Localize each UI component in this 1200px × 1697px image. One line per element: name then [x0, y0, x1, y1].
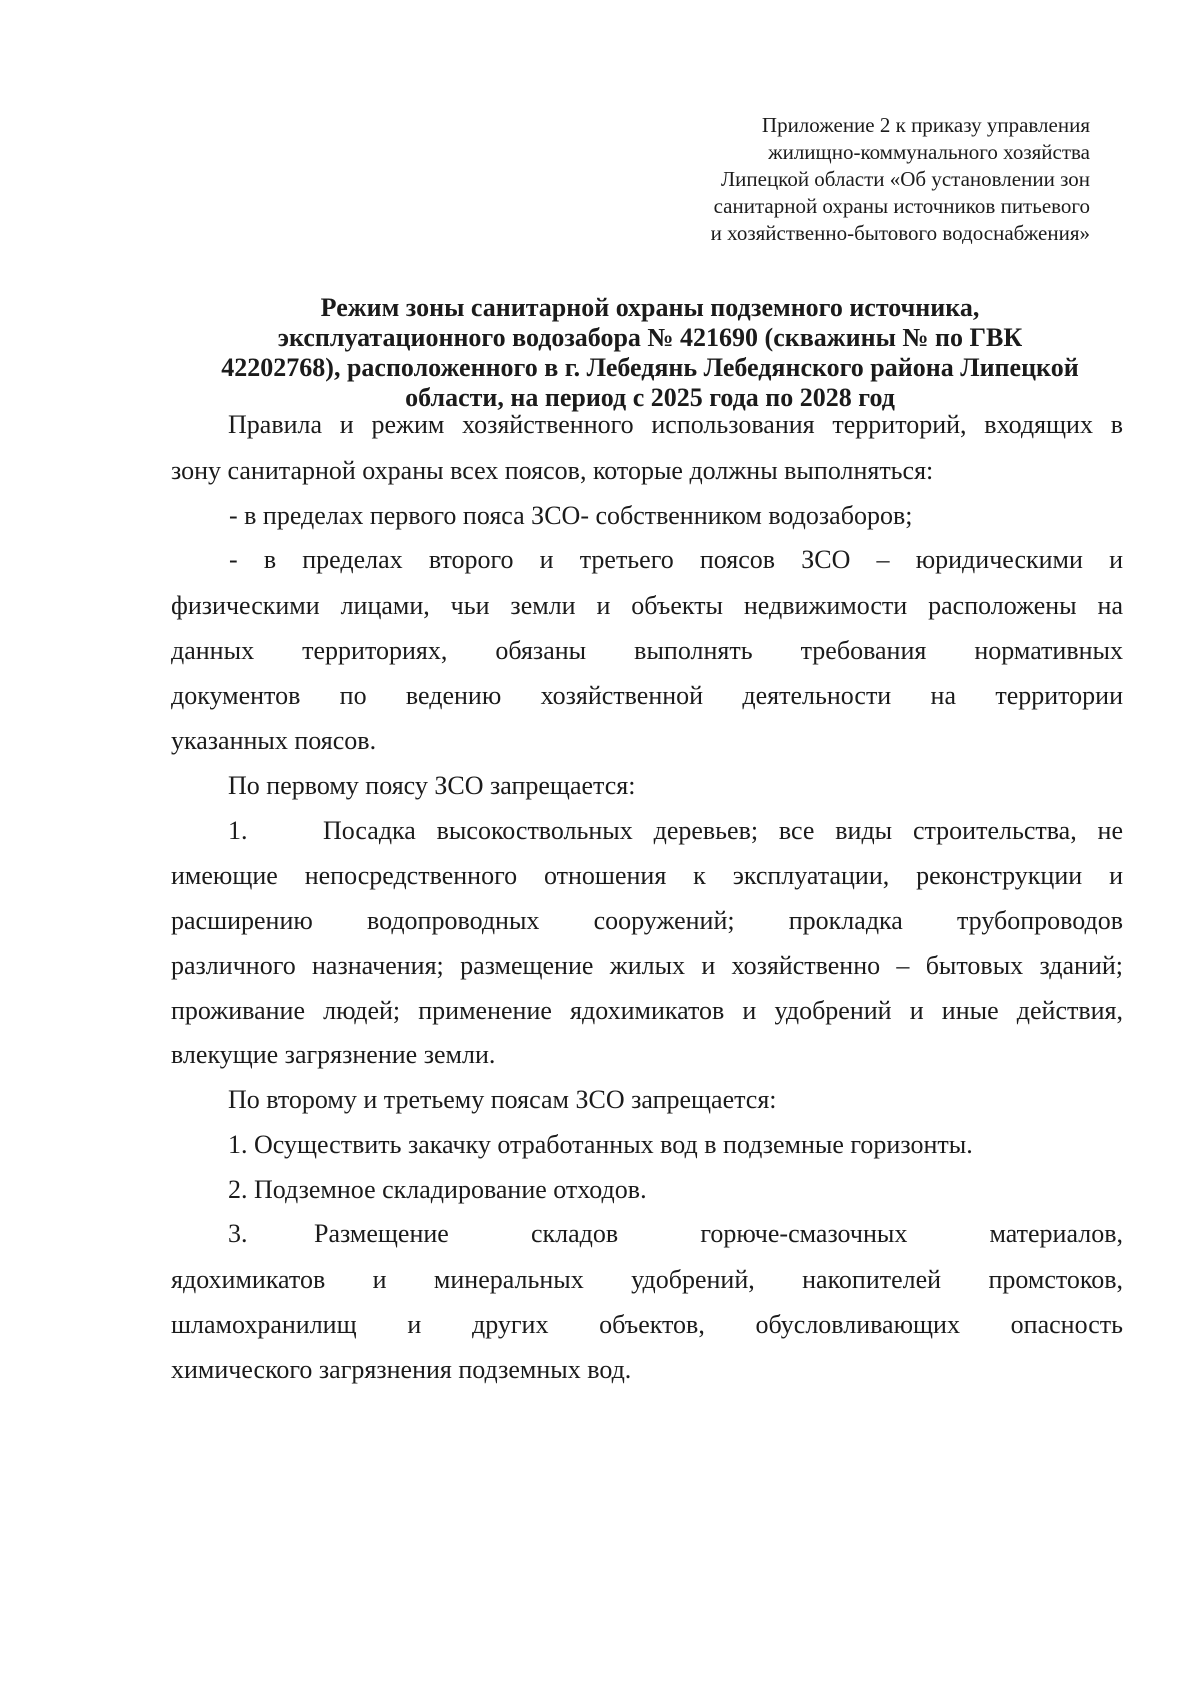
belt23-list-item: 1. Осуществить закачку отработанных вод в подземные горизонты.	[228, 1130, 973, 1159]
title-line: эксплуатационного водозабора № 421690 (скважины № по ГВК	[277, 323, 1023, 352]
belt23-item-line: химического загрязнения подземных вод.	[171, 1355, 632, 1384]
list-number: 1.	[228, 816, 248, 845]
appendix-note	[530, 112, 1090, 247]
belt1-item-line: расширению водопроводных сооружений; прокладка трубопроводов	[171, 906, 1123, 935]
appendix-line: жилищно-коммунального хозяйства	[768, 140, 1090, 164]
belt23-list-item: 2. Подземное складирование отходов.	[228, 1175, 647, 1204]
appendix-line: санитарной охраны источников питьевого	[713, 194, 1090, 218]
document-title	[170, 293, 1130, 413]
belt1-item-line: проживание людей; применение ядохимикатов и удобрений и иные действия,	[171, 996, 1123, 1025]
list-item-text: Размещение складов горюче-смазочных материалов,	[314, 1219, 1123, 1248]
intro-line: зону санитарной охраны всех поясов, которые должны выполняться:	[171, 456, 934, 485]
dash-item-second-belt: - в пределах второго и третьего поясов ЗСО – юридическими и	[229, 545, 1123, 574]
dash-item-first-belt: - в пределах первого пояса ЗСО- собственником водозаборов;	[229, 501, 913, 530]
belt23-item-line: ядохимикатов и минеральных удобрений, накопителей промстоков,	[171, 1265, 1123, 1294]
title-line: 42202768), расположенного в г. Лебедянь Лебедянского района Липецкой	[221, 353, 1079, 382]
belt1-heading: По первому поясу ЗСО запрещается:	[228, 771, 636, 800]
appendix-line: Приложение 2 к приказу управления	[761, 113, 1090, 137]
dash-item-line: документов по ведению хозяйственной деятельности на территории	[171, 681, 1123, 710]
dash-item-line: указанных поясов.	[171, 726, 377, 755]
title-line: области, на период с 2025 года по 2028 год	[405, 383, 895, 412]
appendix-line: Липецкой области «Об установлении зон	[720, 167, 1090, 191]
dash-item-line: физическими лицами, чьи земли и объекты недвижимости расположены на	[171, 591, 1123, 620]
list-item-text: Посадка высокоствольных деревьев; все виды строительства, не	[323, 816, 1123, 845]
belt1-item-line: различного назначения; размещение жилых и хозяйственно – бытовых зданий;	[171, 951, 1123, 980]
belt1-item-line: имеющие непосредственного отношения к эксплуатации, реконструкции и	[171, 861, 1123, 890]
title-line: Режим зоны санитарной охраны подземного источника,	[320, 293, 980, 322]
list-number: 3.	[228, 1219, 248, 1248]
intro-line: Правила и режим хозяйственного использования территорий, входящих в	[228, 410, 1123, 439]
belt23-item-line: шламохранилищ и других объектов, обусловливающих опасность	[171, 1310, 1123, 1339]
dash-item-line: данных территориях, обязаны выполнять требования нормативных	[171, 636, 1123, 665]
belt1-item-line: влекущие загрязнение земли.	[171, 1040, 496, 1069]
belt23-heading: По второму и третьему поясам ЗСО запрещается:	[228, 1085, 777, 1114]
appendix-line: и хозяйственно-бытового водоснабжения»	[710, 221, 1090, 245]
